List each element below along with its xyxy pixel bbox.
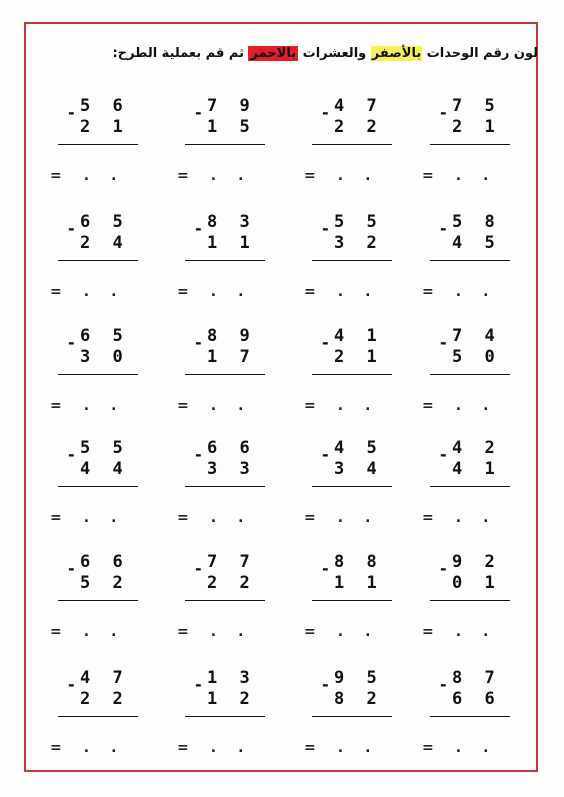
answer-line	[430, 260, 510, 261]
answer-line	[58, 374, 138, 375]
answer-line	[185, 374, 265, 375]
subtraction-problem	[177, 438, 275, 558]
subtraction-problem	[177, 212, 275, 332]
equals-sign: =	[50, 510, 62, 526]
subtraction-problem	[304, 552, 402, 672]
answer-line	[58, 144, 138, 145]
answer-line	[312, 374, 392, 375]
equals-sign: =	[50, 284, 62, 300]
answer-digit-placeholder: .	[337, 740, 344, 756]
subtraction-problem	[304, 96, 402, 216]
minus-sign: -	[68, 445, 75, 464]
subtraction-problem	[304, 668, 402, 788]
subtrahend: 0 1	[452, 573, 501, 593]
answer-line	[58, 486, 138, 487]
answer-digit-placeholder: .	[365, 398, 371, 414]
subtrahend: 2 1	[452, 117, 501, 137]
answer-digit-placeholder: .	[83, 624, 90, 640]
answer-digit-placeholder: .	[111, 398, 117, 414]
minus-sign: -	[440, 219, 447, 238]
answer-digit-placeholder: .	[111, 740, 117, 756]
answer-digit-placeholder: .	[455, 740, 462, 756]
equals-sign: =	[304, 168, 316, 184]
answer-blank[interactable]	[422, 740, 488, 756]
answer-blank[interactable]	[177, 168, 243, 184]
answer-blank[interactable]	[50, 168, 116, 184]
answer-digit-placeholder: .	[365, 284, 371, 300]
answer-digit-placeholder: .	[455, 510, 462, 526]
subtraction-problem	[304, 326, 402, 446]
answer-digit-placeholder: .	[483, 398, 489, 414]
subtrahend: 3 0	[80, 347, 129, 367]
subtrahend: 3 3	[207, 459, 256, 479]
answer-line	[430, 374, 510, 375]
minus-sign: -	[68, 333, 75, 352]
answer-digit-placeholder: .	[210, 168, 217, 184]
subtrahend: 1 5	[207, 117, 256, 137]
answer-digit-placeholder: .	[483, 740, 489, 756]
subtrahend: 5 0	[452, 347, 501, 367]
subtraction-problem	[304, 438, 402, 558]
instruction-red-word: بالاحمر	[250, 46, 297, 61]
subtrahend: 5 2	[80, 573, 129, 593]
answer-line	[185, 600, 265, 601]
answer-line	[312, 716, 392, 717]
equals-sign: =	[177, 510, 189, 526]
answer-digit-placeholder: .	[238, 168, 244, 184]
answer-blank[interactable]	[50, 624, 116, 640]
answer-digit-placeholder: .	[365, 624, 371, 640]
worksheet-instruction	[30, 46, 538, 61]
answer-digit-placeholder: .	[455, 168, 462, 184]
minuend: 7 9	[207, 96, 256, 116]
answer-digit-placeholder: .	[111, 168, 117, 184]
instruction-text-3: ثم قم بعملية الطرح:	[112, 46, 249, 61]
equals-sign: =	[50, 168, 62, 184]
equals-sign: =	[304, 740, 316, 756]
answer-line	[430, 716, 510, 717]
minus-sign: -	[322, 445, 329, 464]
answer-line	[58, 716, 138, 717]
answer-digit-placeholder: .	[365, 168, 371, 184]
minuend: 4 2	[452, 438, 501, 458]
answer-digit-placeholder: .	[455, 398, 462, 414]
answer-digit-placeholder: .	[455, 624, 462, 640]
minus-sign: -	[440, 103, 447, 122]
minus-sign: -	[68, 675, 75, 694]
answer-digit-placeholder: .	[337, 624, 344, 640]
minuend: 7 7	[207, 552, 256, 572]
subtraction-problem	[50, 668, 148, 788]
equals-sign: =	[177, 624, 189, 640]
answer-line	[58, 600, 138, 601]
answer-blank[interactable]	[177, 284, 243, 300]
answer-line	[430, 600, 510, 601]
answer-line	[185, 144, 265, 145]
minus-sign: -	[68, 103, 75, 122]
subtraction-problem	[177, 96, 275, 216]
instruction-text-1: لون رقم الوحدات	[422, 46, 538, 61]
minuend: 7 5	[452, 96, 501, 116]
equals-sign: =	[422, 510, 434, 526]
minus-sign: -	[440, 675, 447, 694]
answer-line	[312, 144, 392, 145]
subtraction-problem	[177, 326, 275, 446]
equals-sign: =	[177, 168, 189, 184]
answer-blank[interactable]	[177, 624, 243, 640]
answer-blank[interactable]	[304, 624, 370, 640]
equals-sign: =	[177, 740, 189, 756]
minuend: 8 3	[207, 212, 256, 232]
answer-blank[interactable]	[177, 510, 243, 526]
subtraction-problem	[422, 438, 520, 558]
subtrahend: 1 2	[207, 689, 256, 709]
answer-line	[312, 260, 392, 261]
subtraction-problem	[177, 668, 275, 788]
answer-blank[interactable]	[422, 398, 488, 414]
minus-sign: -	[195, 103, 202, 122]
subtraction-problem	[177, 552, 275, 672]
minus-sign: -	[440, 445, 447, 464]
subtrahend: 2 1	[80, 117, 129, 137]
minus-sign: -	[195, 219, 202, 238]
subtraction-problem	[422, 96, 520, 216]
subtrahend: 2 2	[334, 117, 383, 137]
answer-blank[interactable]	[177, 740, 243, 756]
instruction-yellow-word: بالأصفر	[371, 46, 422, 61]
subtrahend: 1 1	[334, 573, 383, 593]
answer-digit-placeholder: .	[337, 168, 344, 184]
subtrahend: 2 4	[80, 233, 129, 253]
minus-sign: -	[195, 559, 202, 578]
subtraction-problem	[422, 668, 520, 788]
subtrahend: 1 7	[207, 347, 256, 367]
subtrahend: 2 1	[334, 347, 383, 367]
minuend: 8 9	[207, 326, 256, 346]
answer-line	[185, 716, 265, 717]
minus-sign: -	[440, 333, 447, 352]
minuend: 9 2	[452, 552, 501, 572]
minus-sign: -	[440, 559, 447, 578]
minuend: 1 3	[207, 668, 256, 688]
answer-digit-placeholder: .	[238, 510, 244, 526]
subtraction-problem	[50, 212, 148, 332]
answer-digit-placeholder: .	[483, 284, 489, 300]
answer-digit-placeholder: .	[83, 510, 90, 526]
minus-sign: -	[68, 219, 75, 238]
minuend: 6 6	[207, 438, 256, 458]
answer-digit-placeholder: .	[483, 168, 489, 184]
minuend: 6 5	[80, 326, 129, 346]
answer-digit-placeholder: .	[483, 624, 489, 640]
minuend: 4 7	[334, 96, 383, 116]
answer-digit-placeholder: .	[210, 398, 217, 414]
minuend: 5 8	[452, 212, 501, 232]
instruction-text-2: والعشرات	[298, 46, 371, 61]
answer-blank[interactable]	[422, 624, 488, 640]
subtrahend: 6 6	[452, 689, 501, 709]
answer-digit-placeholder: .	[337, 510, 344, 526]
answer-blank[interactable]	[50, 284, 116, 300]
equals-sign: =	[50, 624, 62, 640]
answer-line	[430, 486, 510, 487]
answer-line	[312, 486, 392, 487]
answer-digit-placeholder: .	[83, 168, 90, 184]
subtraction-problem	[50, 96, 148, 216]
subtrahend: 1 1	[207, 233, 256, 253]
answer-blank[interactable]	[304, 168, 370, 184]
answer-line	[185, 260, 265, 261]
answer-line	[312, 600, 392, 601]
minuend: 6 5	[80, 212, 129, 232]
answer-digit-placeholder: .	[83, 740, 90, 756]
answer-line	[58, 260, 138, 261]
answer-line	[185, 486, 265, 487]
minuend: 4 7	[80, 668, 129, 688]
subtraction-problem	[422, 326, 520, 446]
subtrahend: 2 2	[80, 689, 129, 709]
minuend: 6 6	[80, 552, 129, 572]
minus-sign: -	[322, 675, 329, 694]
answer-blank[interactable]	[304, 398, 370, 414]
minus-sign: -	[322, 559, 329, 578]
subtrahend: 8 2	[334, 689, 383, 709]
answer-digit-placeholder: .	[210, 624, 217, 640]
subtraction-problem	[50, 326, 148, 446]
answer-line	[430, 144, 510, 145]
answer-blank[interactable]	[50, 398, 116, 414]
minuend: 8 7	[452, 668, 501, 688]
minus-sign: -	[195, 675, 202, 694]
answer-blank[interactable]	[304, 740, 370, 756]
answer-digit-placeholder: .	[83, 398, 90, 414]
equals-sign: =	[304, 510, 316, 526]
subtraction-problem	[304, 212, 402, 332]
equals-sign: =	[422, 168, 434, 184]
answer-digit-placeholder: .	[238, 740, 244, 756]
subtrahend: 4 4	[80, 459, 129, 479]
subtrahend: 2 2	[207, 573, 256, 593]
answer-blank[interactable]	[422, 284, 488, 300]
answer-digit-placeholder: .	[210, 740, 217, 756]
minuend: 4 1	[334, 326, 383, 346]
equals-sign: =	[177, 398, 189, 414]
minuend: 5 5	[334, 212, 383, 232]
minus-sign: -	[322, 103, 329, 122]
answer-blank[interactable]	[304, 510, 370, 526]
subtraction-problem	[50, 438, 148, 558]
answer-digit-placeholder: .	[365, 740, 371, 756]
equals-sign: =	[422, 398, 434, 414]
minuend: 7 4	[452, 326, 501, 346]
minus-sign: -	[195, 333, 202, 352]
equals-sign: =	[422, 624, 434, 640]
equals-sign: =	[422, 284, 434, 300]
answer-digit-placeholder: .	[483, 510, 489, 526]
equals-sign: =	[304, 624, 316, 640]
subtrahend: 3 4	[334, 459, 383, 479]
answer-blank[interactable]	[50, 740, 116, 756]
equals-sign: =	[50, 740, 62, 756]
answer-digit-placeholder: .	[111, 624, 117, 640]
answer-digit-placeholder: .	[365, 510, 371, 526]
minuend: 8 8	[334, 552, 383, 572]
subtrahend: 4 5	[452, 233, 501, 253]
minus-sign: -	[322, 333, 329, 352]
answer-digit-placeholder: .	[238, 624, 244, 640]
answer-digit-placeholder: .	[111, 510, 117, 526]
minuend: 5 5	[80, 438, 129, 458]
answer-digit-placeholder: .	[238, 284, 244, 300]
answer-blank[interactable]	[422, 168, 488, 184]
minuend: 4 5	[334, 438, 383, 458]
minuend: 9 5	[334, 668, 383, 688]
answer-blank[interactable]	[177, 398, 243, 414]
answer-digit-placeholder: .	[238, 398, 244, 414]
answer-blank[interactable]	[304, 284, 370, 300]
minus-sign: -	[322, 219, 329, 238]
subtrahend: 4 1	[452, 459, 501, 479]
subtraction-problem	[50, 552, 148, 672]
answer-digit-placeholder: .	[210, 284, 217, 300]
equals-sign: =	[422, 740, 434, 756]
answer-blank[interactable]	[422, 510, 488, 526]
equals-sign: =	[177, 284, 189, 300]
minuend: 5 6	[80, 96, 129, 116]
subtraction-problem	[422, 212, 520, 332]
answer-digit-placeholder: .	[337, 398, 344, 414]
minus-sign: -	[195, 445, 202, 464]
answer-digit-placeholder: .	[337, 284, 344, 300]
subtraction-problem	[422, 552, 520, 672]
answer-digit-placeholder: .	[111, 284, 117, 300]
minus-sign: -	[68, 559, 75, 578]
answer-digit-placeholder: .	[455, 284, 462, 300]
equals-sign: =	[304, 398, 316, 414]
answer-digit-placeholder: .	[83, 284, 90, 300]
equals-sign: =	[50, 398, 62, 414]
subtrahend: 3 2	[334, 233, 383, 253]
answer-blank[interactable]	[50, 510, 116, 526]
equals-sign: =	[304, 284, 316, 300]
answer-digit-placeholder: .	[210, 510, 217, 526]
